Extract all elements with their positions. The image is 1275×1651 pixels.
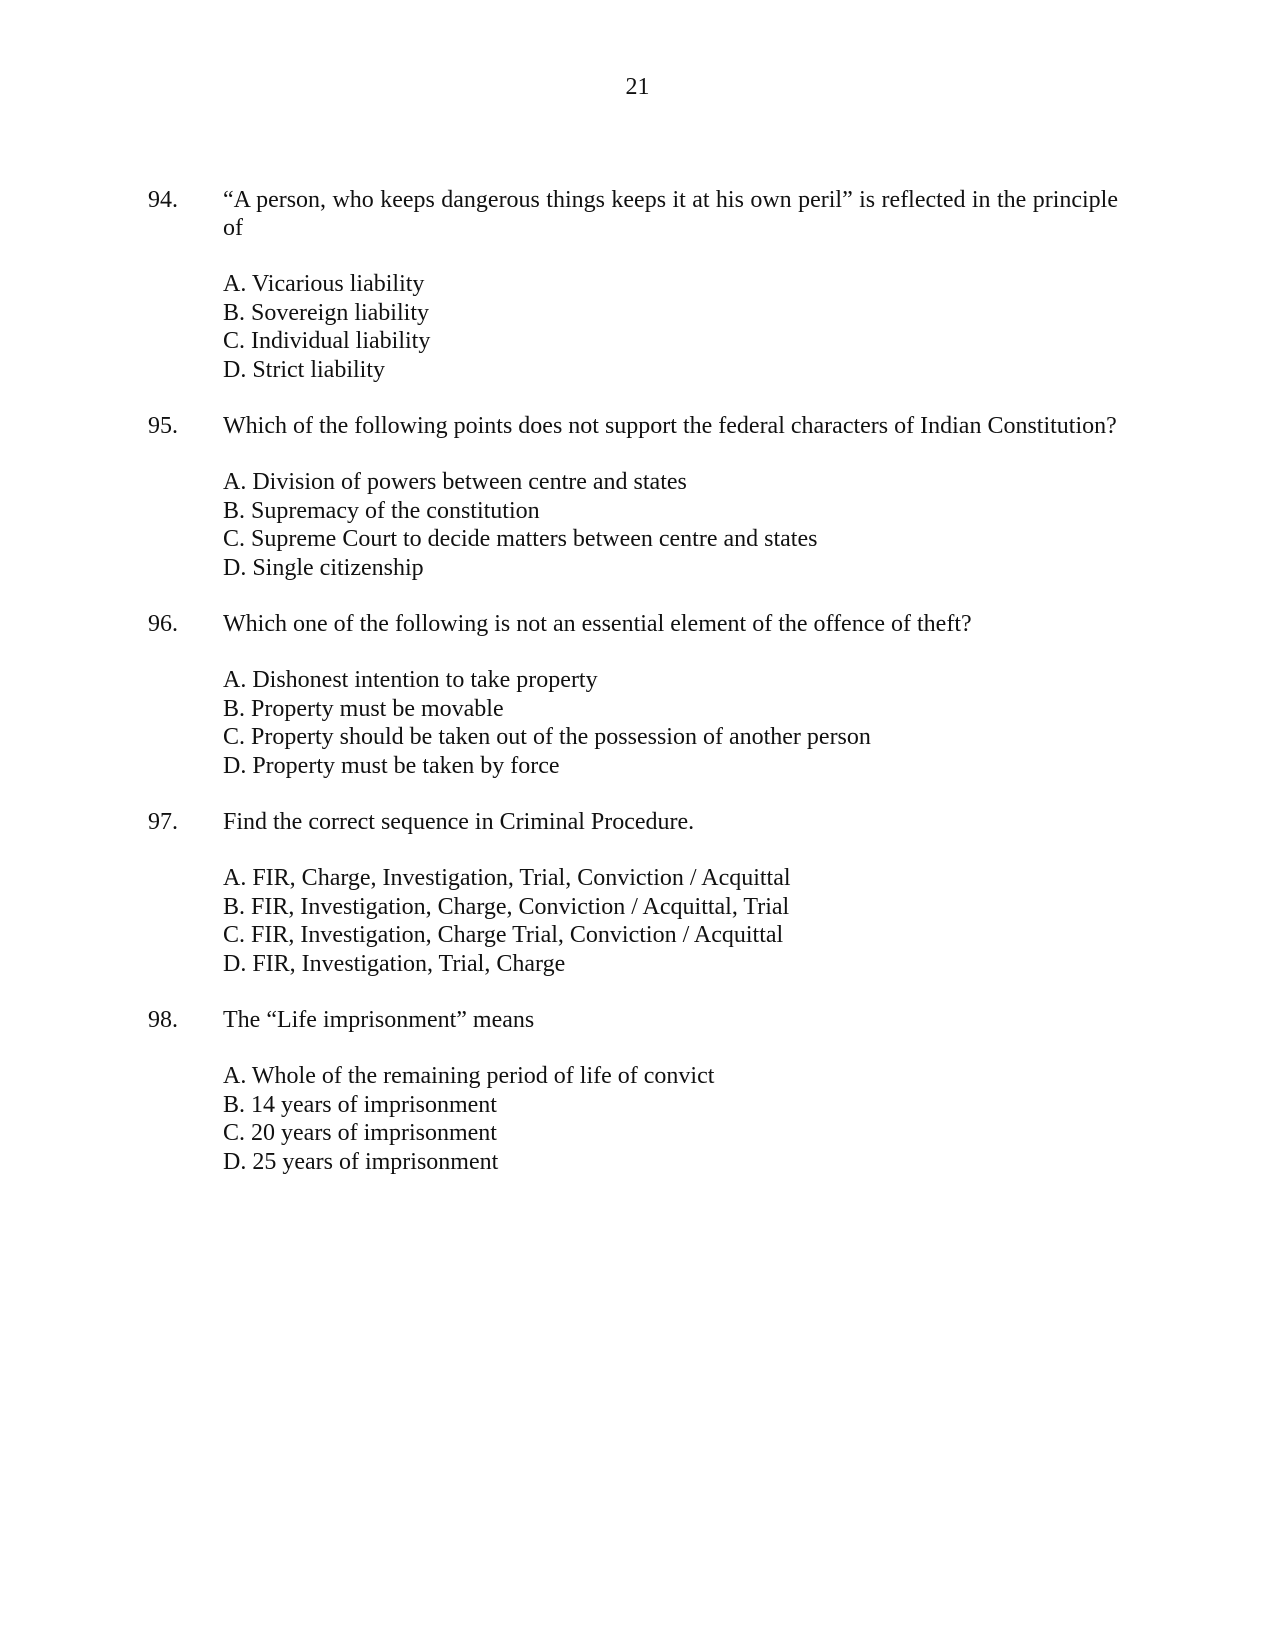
question-95 — [148, 412, 1118, 582]
question-number: 97. — [148, 809, 178, 835]
question-97 — [148, 808, 1118, 978]
question-number: 98. — [148, 1007, 178, 1033]
question-body — [223, 186, 1118, 384]
question-96 — [148, 610, 1118, 780]
option-b: B. Property must be movable — [223, 695, 504, 722]
question-text: “A person, who keeps dangerous things keeps it at his own peril” is reflected in the principle of — [223, 187, 1118, 241]
option-list — [223, 666, 1118, 780]
question-number: 94. — [148, 187, 178, 213]
question-text: Find the correct sequence in Criminal Procedure. — [223, 809, 695, 835]
option-b: B. 14 years of imprisonment — [223, 1091, 497, 1118]
option-list — [223, 468, 1118, 582]
question-94 — [148, 186, 1118, 384]
option-a: A. FIR, Charge, Investigation, Trial, Conviction / Acquittal — [223, 865, 791, 891]
page-number: 21 — [625, 74, 650, 100]
option-b: B. Sovereign liability — [223, 299, 429, 326]
question-text: Which of the following points does not support the federal characters of Indian Constitution? — [223, 413, 1117, 439]
question-number: 95. — [148, 413, 178, 439]
option-a: A. Vicarious liability — [223, 271, 425, 297]
question-text: The “Life imprisonment” means — [223, 1007, 535, 1033]
option-list — [223, 864, 1118, 978]
option-a: A. Dishonest intention to take property — [223, 667, 598, 693]
option-a: A. Division of powers between centre and states — [223, 469, 687, 495]
question-body — [223, 808, 1118, 978]
option-d: D. Single citizenship — [223, 554, 424, 581]
option-d: D. Property must be taken by force — [223, 752, 560, 779]
option-list — [223, 1062, 1118, 1176]
option-c: C. Individual liability — [223, 328, 431, 354]
option-b: B. FIR, Investigation, Charge, Conviction / Acquittal, Trial — [223, 893, 790, 920]
question-number: 96. — [148, 611, 178, 637]
option-list — [223, 270, 1118, 384]
question-body — [223, 610, 1118, 780]
option-d: D. Strict liability — [223, 356, 385, 383]
question-body — [223, 412, 1118, 582]
option-c: C. Supreme Court to decide matters between centre and states — [223, 526, 818, 552]
option-c: C. FIR, Investigation, Charge Trial, Conviction / Acquittal — [223, 922, 784, 948]
option-b: B. Supremacy of the constitution — [223, 497, 540, 524]
option-c: C. Property should be taken out of the possession of another person — [223, 724, 871, 750]
question-98 — [148, 1006, 1118, 1176]
option-d: D. FIR, Investigation, Trial, Charge — [223, 950, 566, 977]
option-d: D. 25 years of imprisonment — [223, 1148, 499, 1175]
question-body — [223, 1006, 1118, 1176]
option-a: A. Whole of the remaining period of life of convict — [223, 1063, 715, 1089]
question-list — [148, 186, 1118, 1204]
option-c: C. 20 years of imprisonment — [223, 1120, 497, 1146]
question-text: Which one of the following is not an essential element of the offence of theft? — [223, 611, 972, 637]
